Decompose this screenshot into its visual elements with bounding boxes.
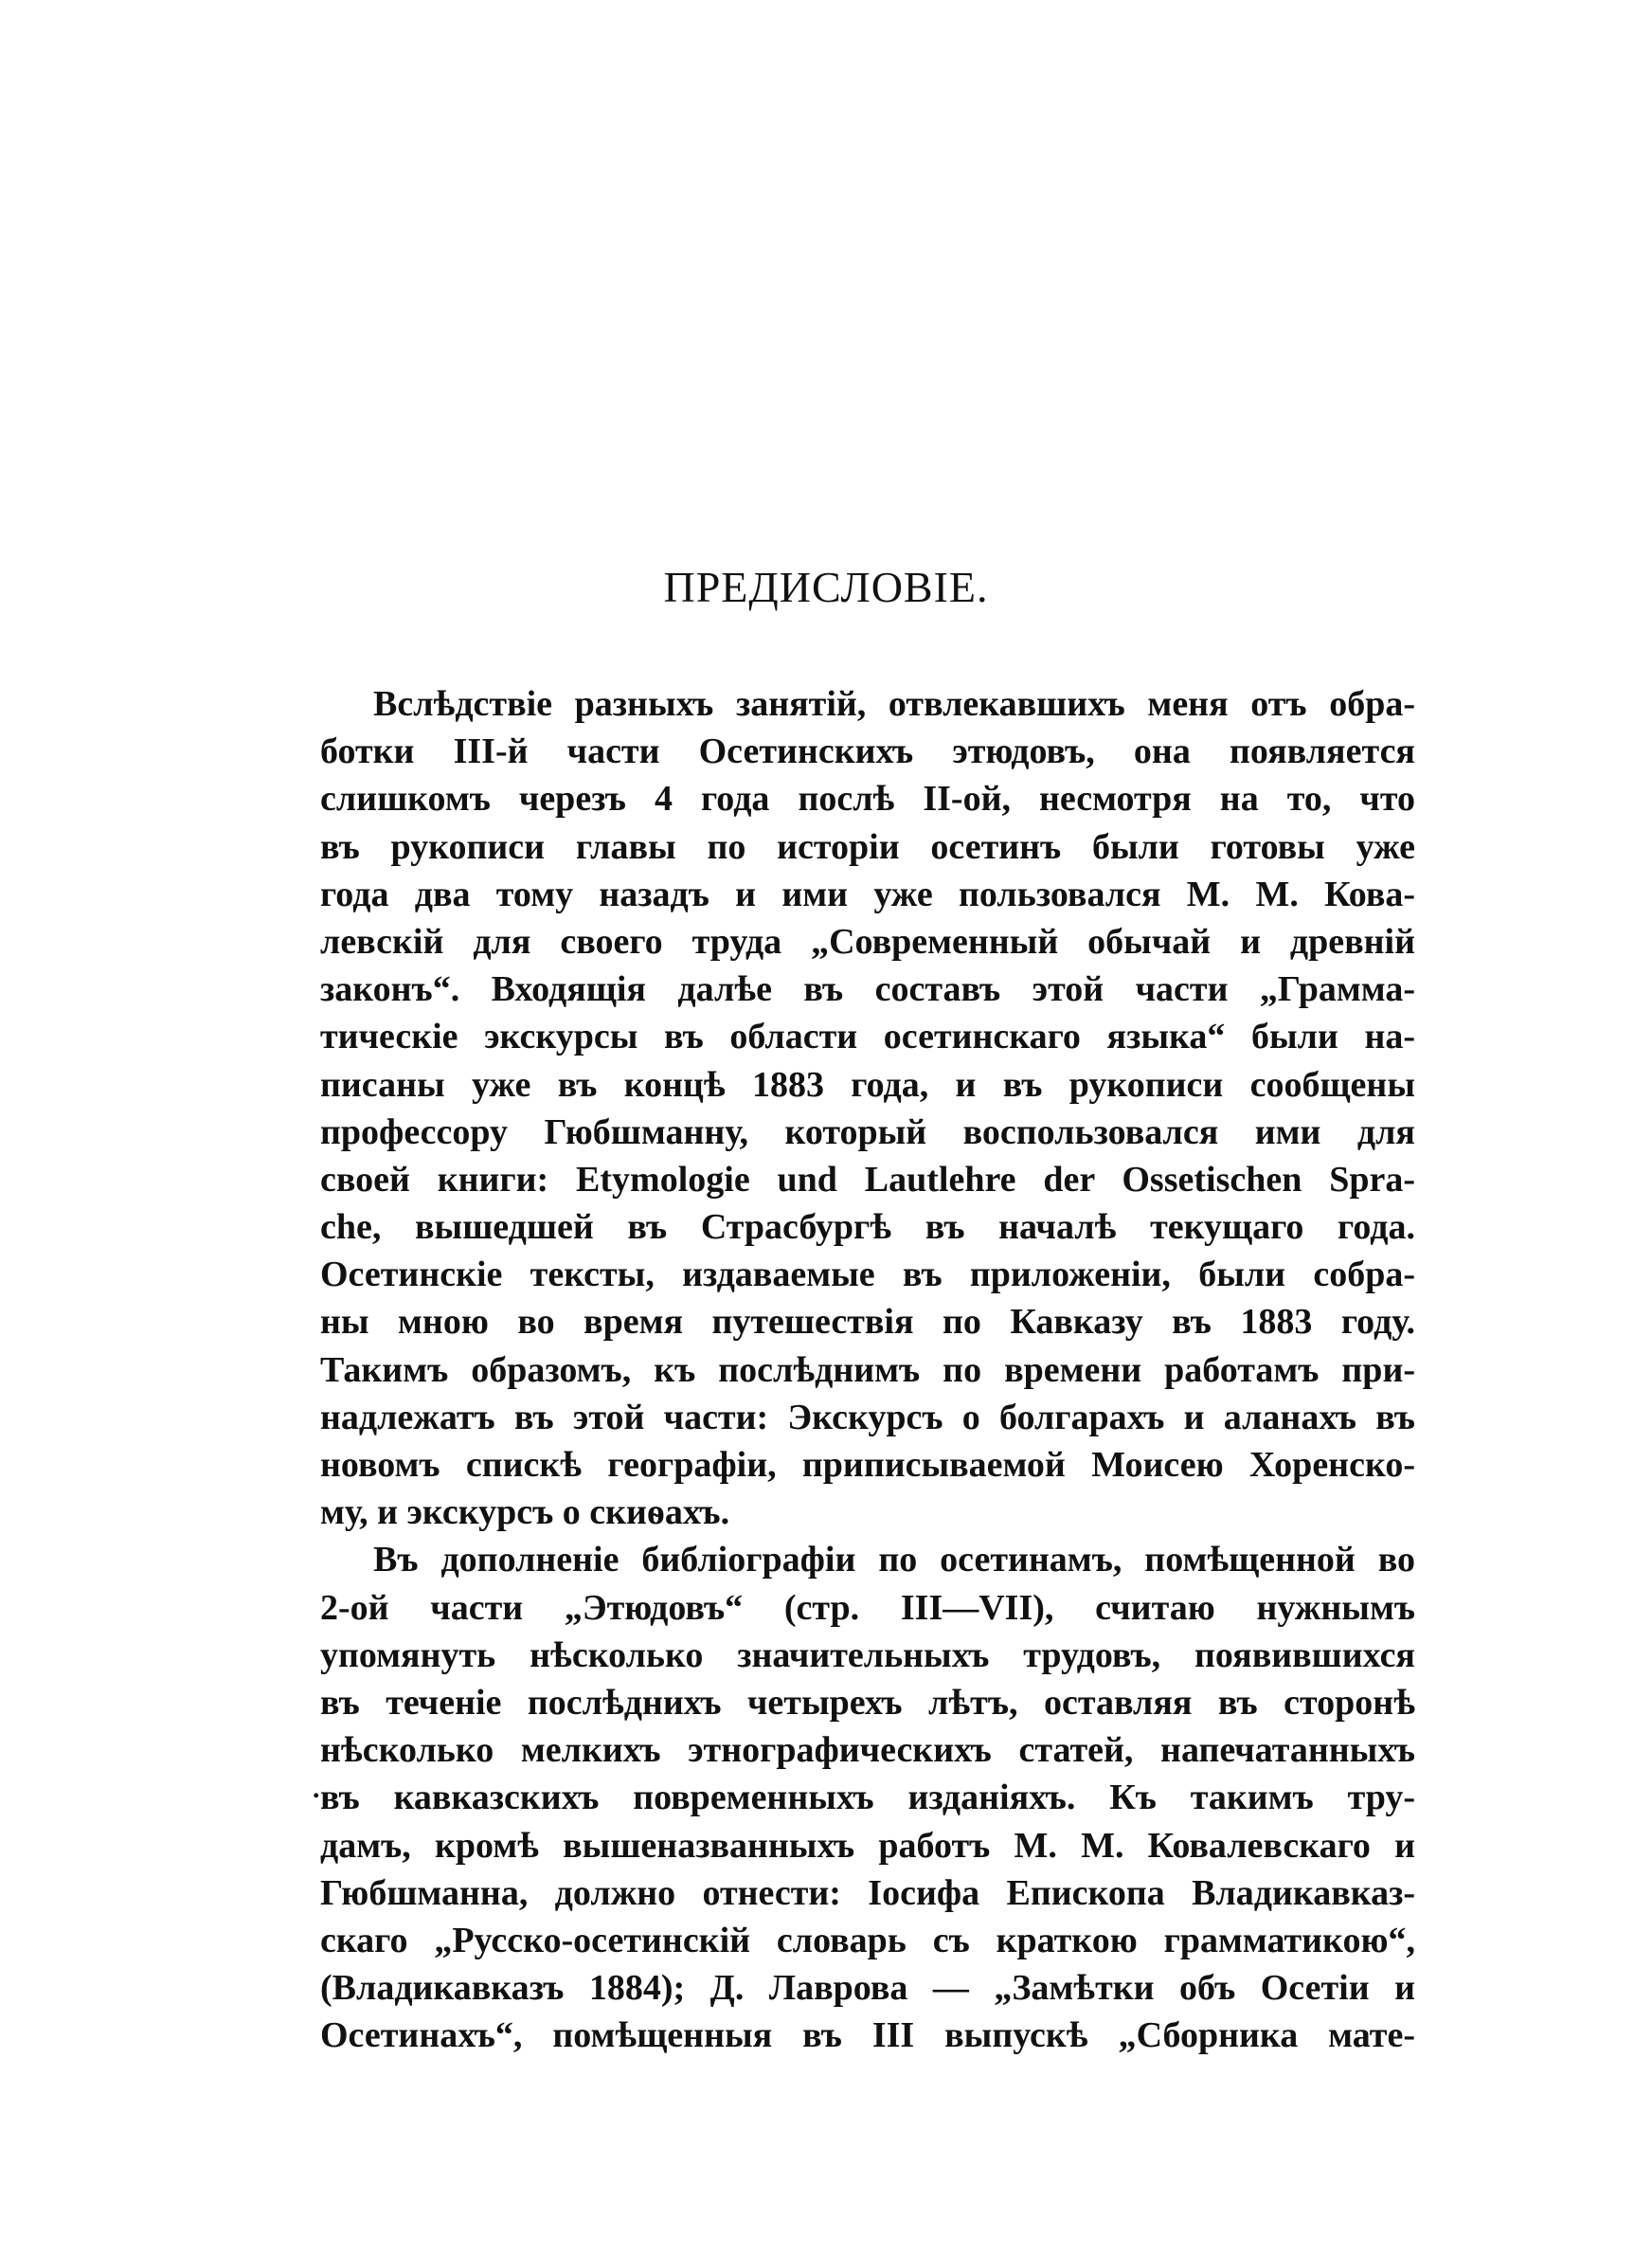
text-line: года два тому назадъ и ими уже пользовался М. М. Кова- [320, 874, 1415, 914]
text-line: писаны уже въ концѣ 1883 года, и въ рукописи сообщены [320, 1064, 1415, 1105]
text-line: тическіе экскурсы въ области осетинскаго языка“ были на- [320, 1017, 1415, 1057]
text-line: профессору Гюбшманну, который воспользовался ими для [320, 1111, 1415, 1152]
text-line: 2-ой части „Этюдовъ“ (стр. III—VII), считаю нужнымъ [320, 1587, 1415, 1628]
text-line: въ кавказскихъ повременныхъ изданіяхъ. Къ такимъ тру- [320, 1778, 1415, 1818]
text-line: ны мною во время путешествія по Кавказу въ 1883 году. [320, 1302, 1415, 1343]
text-line: ботки III-й части Осетинскихъ этюдовъ, она появляется [320, 731, 1415, 772]
text-line: надлежатъ въ этой части: Экскурсъ о болгарахъ и аланахъ въ [320, 1397, 1415, 1437]
text-line: дамъ, кромѣ вышеназванныхъ работъ М. М. Ковалевскаго и [320, 1825, 1415, 1866]
text-line: нѣсколько мелкихъ этнографическихъ статей, напечатанныхъ [320, 1730, 1415, 1771]
text-line: новомъ спискѣ географіи, приписываемой Моисею Хоренско- [320, 1445, 1415, 1485]
margin-mark: . [313, 1773, 320, 1804]
text-line: законъ“. Входящія далѣе въ составъ этой части „Грамма- [320, 969, 1415, 1010]
text-line: Осетинскіе тексты, издаваемые въ приложеніи, были собра- [320, 1255, 1415, 1295]
text-line: Вслѣдствіе разныхъ занятій, отвлекавшихъ меня отъ обра- [373, 684, 1415, 724]
text-line: упомянуть нѣсколько значительныхъ трудовъ, появившихся [320, 1634, 1415, 1675]
text-line: скаго „Русско-осетинскій словарь съ краткою грамматикою“, [320, 1920, 1415, 1960]
text-line: che, вышедшей въ Страсбургѣ въ началѣ текущаго года. [320, 1207, 1415, 1248]
text-line: Гюбшманна, должно отнести: Іосифа Епископа Владикавказ- [320, 1872, 1415, 1913]
text-line: левскій для своего труда „Современный обычай и древній [320, 921, 1415, 962]
page-title: ПРЕДИСЛОВІЕ. [663, 563, 989, 611]
text-line: слишкомъ черезъ 4 года послѣ II-ой, несмотря на то, что [320, 779, 1415, 820]
text-line: му, и экскурсъ о скиѳахъ. [320, 1492, 730, 1533]
text-line: Осетинахъ“, помѣщенныя въ III выпускѣ „Сборника мате- [320, 2015, 1415, 2056]
text-line: въ теченіе послѣднихъ четырехъ лѣтъ, оставляя въ сторонѣ [320, 1682, 1415, 1723]
text-line: своей книги: Etymologie und Lautlehre der Ossetischen Spra- [320, 1159, 1415, 1200]
text-line: Такимъ образомъ, къ послѣднимъ по времени работамъ при- [320, 1349, 1415, 1390]
text-line: Въ дополненіе библіографіи по осетинамъ, помѣщенной во [373, 1540, 1415, 1580]
text-line: (Владикавказъ 1884); Д. Лаврова — „Замѣтки объ Осетіи и [320, 1968, 1415, 2009]
text-line: въ рукописи главы по исторіи осетинъ были готовы уже [320, 826, 1415, 867]
preface-text [320, 680, 1415, 2059]
